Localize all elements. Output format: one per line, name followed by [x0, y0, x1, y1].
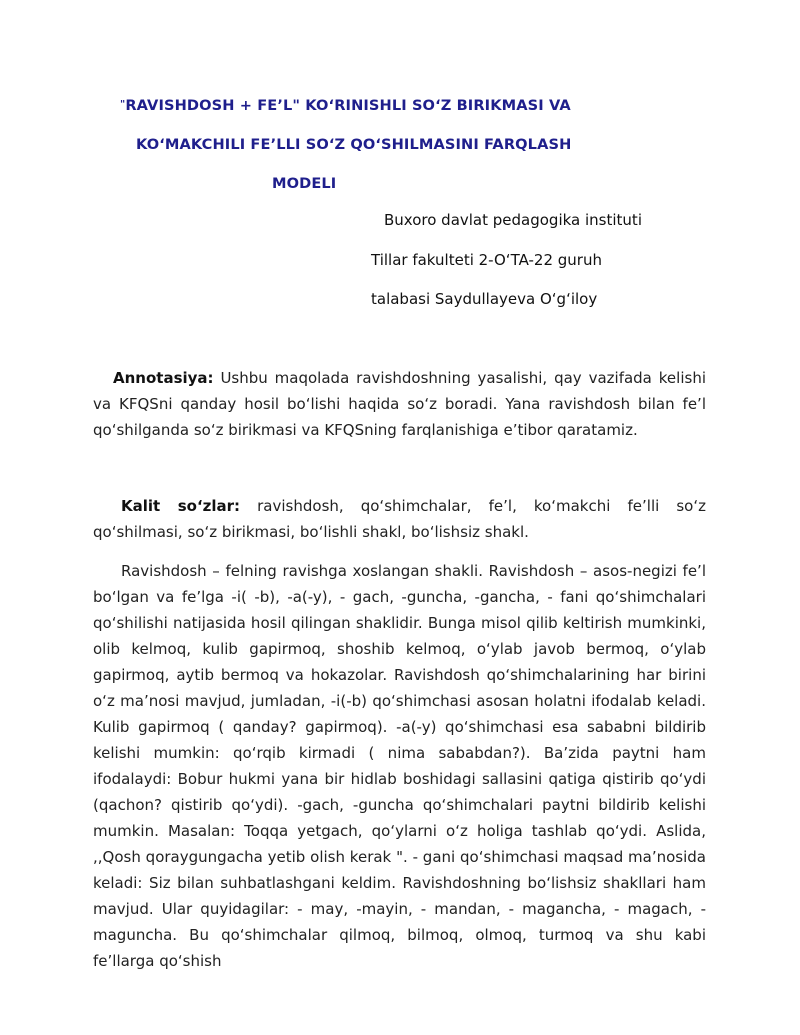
body-paragraph: [93, 558, 706, 970]
author-faculty: Tillar fakulteti 2-O‘TA-22 guruh: [371, 251, 602, 269]
keywords-label: Kalit so‘zlar:: [121, 497, 241, 515]
title-line-1-text: RAVISHDOSH + FE’L" KO‘RINISHLI SO‘Z BIRIKMASI VA: [125, 97, 571, 114]
title-line-3: MODELI: [272, 175, 337, 192]
keywords-paragraph: [93, 493, 706, 545]
annotation-paragraph: [93, 365, 706, 443]
annotation-label: Annotasiya:: [113, 369, 214, 387]
title-line-1: [120, 97, 571, 114]
body-paragraph-text: Ravishdosh – felning ravishga xoslangan shakli. Ravishdosh – asos-negizi fe’l bo‘lgan va fe’lga -i( -b), -a(-y), - gach, -guncha, -gancha, - fani qo‘shimchalari qo‘shilishi natijasida hosil qilingan shaklidir. Bunga misol qilib keltirish mumkinki, olib kelmoq, kulib gapirmoq, shoshib kelmoq, o‘ylab javob bermoq, o‘ylab gapirmoq, aytib bermoq va hokazolar. Ravishdosh qo‘shimchalarining har birini o‘z ma’nosi mavjud, jumladan, -i(-b) qo‘shimchasi asosan holatni ifodalab keladi. Kulib gapirmoq ( qanday? gapirmoq). -a(-y) qo‘shimchasi esa sababni bildirib kelishi mumkin: qo‘rqib kirmadi ( nima sababdan?). Ba’zida paytni ham ifodalaydi: Bobur hukmi yana bir hidlab boshidagi sallasini qatiga qistirib qo‘ydi (qachon? qistirib qo‘ydi). -gach, -guncha qo‘shimchalari paytni bildirib kelishi mumkin. Masalan: Toqqa yetgach, qo‘ylarni o‘z holiga tashlab qo‘ydi. Aslida, ,,Qosh qoraygungacha yetib olish kerak ". - gani qo‘shimchasi maqsad ma’nosida keladi: Siz bilan suhbatlashgani keldim. Ravishdoshning bo‘lishsiz shakllari ham mavjud. Ular quyidagilar: - may, -mayin, - mandan, - magancha, - magach, - maguncha. Bu qo‘shimchalar qilmoq, bilmoq, olmoq, turmoq va shu kabi fe’llarga qo‘shish: [93, 562, 706, 970]
keywords-text: ravishdosh, qo‘shimchalar, fe’l, ko‘makchi fe’lli so‘z qo‘shilmasi, so‘z birikmasi, bo‘lishli shakl, bo‘lishsiz shakl.: [93, 497, 706, 541]
author-institution: Buxoro davlat pedagogika instituti: [384, 211, 642, 229]
title-quote-mark: ": [120, 99, 126, 110]
annotation-text: Ushbu maqolada ravishdoshning yasalishi, qay vazifada kelishi va KFQSni qanday hosil bo‘lishi haqida so‘z boradi. Yana ravishdosh bilan fe’l qo‘shilganda so‘z birikmasi va KFQSning farqlanishiga e’tibor qaratamiz.: [93, 369, 706, 439]
author-student: talabasi Saydullayeva O‘g‘iloy: [371, 290, 598, 308]
title-line-2: KO‘MAKCHILI FE’LLI SO‘Z QO‘SHILMASINI FARQLASH: [136, 136, 572, 153]
